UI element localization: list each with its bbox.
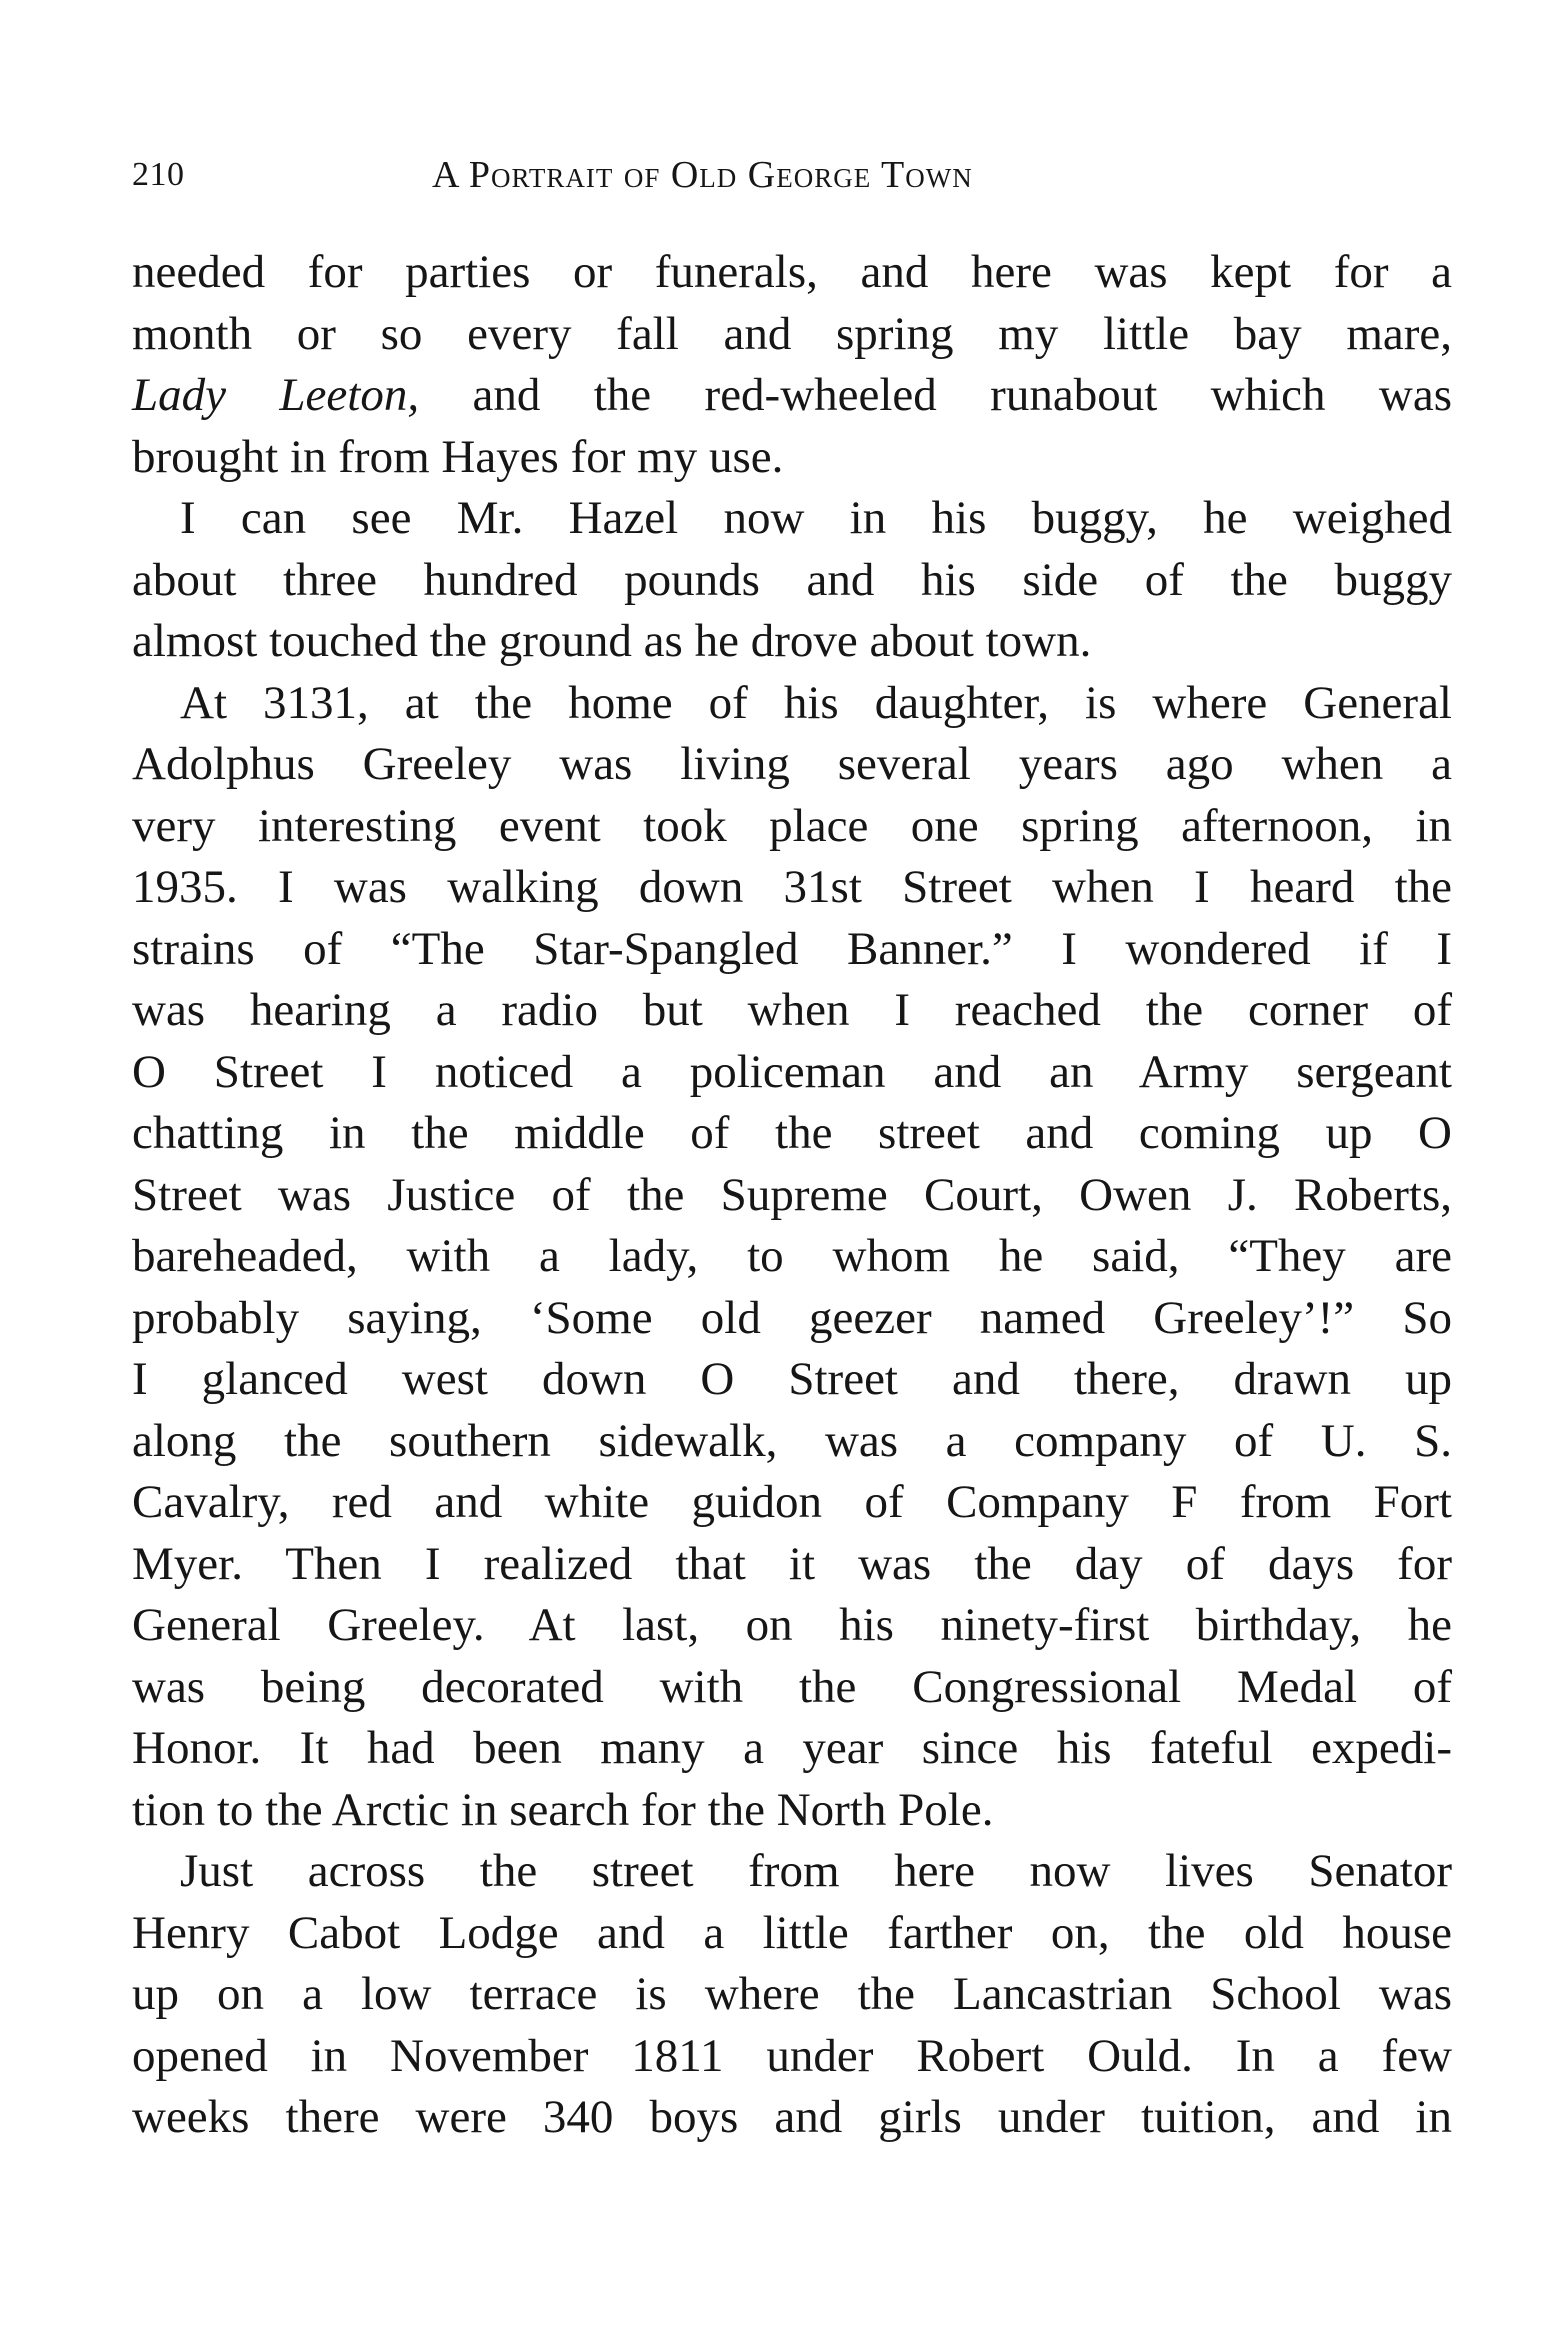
- text-line: Cavalry, red and white guidon of Company F from Fort: [132, 1476, 1452, 1528]
- text-line: At 3131, at the home of his daughter, is where General: [180, 676, 1452, 729]
- text-line: was hearing a radio but when I reached the corner of: [132, 984, 1452, 1036]
- body-text: [132, 242, 1452, 2149]
- text-line: Myer. Then I realized that it was the day of days for: [132, 1537, 1452, 1590]
- text-line: tion to the Arctic in search for the North Pole.: [132, 1783, 994, 1836]
- text-line: strains of “The Star-Spangled Banner.” I wondered if I: [132, 922, 1452, 975]
- text-line: [132, 365, 1452, 427]
- running-head: [132, 150, 1452, 200]
- text-line: I glanced west down O Street and there, drawn up: [132, 1353, 1452, 1405]
- text-line: along the southern sidewalk, was a company of U. S.: [132, 1414, 1452, 1467]
- text-line: Henry Cabot Lodge and a little farther on, the old house: [132, 1906, 1452, 1959]
- text-line-continuation: and the red-wheeled runabout which was: [419, 369, 1452, 421]
- book-title: A Portrait of Old George Town: [432, 154, 973, 196]
- text-line: needed for parties or funerals, and here was kept for a: [132, 246, 1452, 298]
- text-line: was being decorated with the Congressional Medal of: [132, 1660, 1452, 1713]
- text-line: probably saying, ‘Some old geezer named Greeley’!” So: [132, 1291, 1452, 1344]
- text-line: General Greeley. At last, on his ninety-first birthday, he: [132, 1599, 1452, 1651]
- text-line: opened in November 1811 under Robert Ould. In a few: [132, 2029, 1452, 2082]
- text-line: Adolphus Greeley was living several years ago when a: [132, 738, 1452, 790]
- text-line: I can see Mr. Hazel now in his buggy, he weighed: [180, 492, 1452, 544]
- horse-name: Lady Leeton,: [132, 369, 420, 421]
- text-line: chatting in the middle of the street and coming up O: [132, 1107, 1452, 1159]
- text-line: Just across the street from here now lives Senator: [180, 1845, 1452, 1897]
- page-number: 210: [132, 156, 185, 193]
- text-line: O Street I noticed a policeman and an Army sergeant: [132, 1045, 1452, 1098]
- text-line: about three hundred pounds and his side of the buggy: [132, 553, 1452, 606]
- text-line: Honor. It had been many a year since his fateful expedi-: [132, 1722, 1452, 1774]
- text-line: brought in from Hayes for my use.: [132, 430, 784, 483]
- text-line: weeks there were 340 boys and girls under tuition, and in: [132, 2091, 1452, 2143]
- text-line: month or so every fall and spring my little bay mare,: [132, 307, 1452, 360]
- text-line: Street was Justice of the Supreme Court, Owen J. Roberts,: [132, 1168, 1452, 1221]
- text-line: bareheaded, with a lady, to whom he said, “They are: [132, 1230, 1452, 1282]
- text-line: very interesting event took place one spring afternoon, in: [132, 799, 1452, 852]
- text-line: up on a low terrace is where the Lancastrian School was: [132, 1968, 1452, 2020]
- text-line: almost touched the ground as he drove about town.: [132, 615, 1092, 667]
- text-line: 1935. I was walking down 31st Street when I heard the: [132, 861, 1452, 913]
